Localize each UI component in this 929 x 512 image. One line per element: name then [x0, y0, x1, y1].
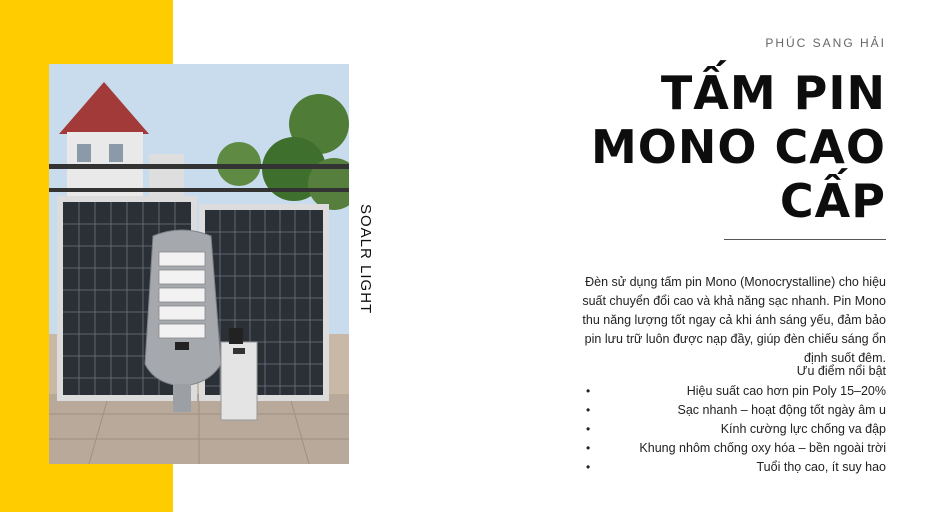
title-line-1: TẤM PIN — [660, 66, 886, 120]
feature-text: Hiệu suất cao hơn pin Poly 15–20% — [686, 384, 886, 398]
feature-text: Khung nhôm chống oxy hóa – bền ngoài trời — [639, 441, 886, 455]
bullet-icon: • — [586, 403, 591, 417]
vertical-caption: SOALR LIGHT — [357, 204, 374, 315]
features-list — [586, 382, 886, 477]
features-heading: Ưu điểm nổi bật — [796, 364, 886, 378]
list-item — [586, 382, 886, 401]
bullet-icon: • — [586, 422, 591, 436]
bullet-icon: • — [586, 460, 591, 474]
list-item — [586, 420, 886, 439]
title-line-3: CẤP — [779, 174, 886, 228]
list-item — [586, 439, 886, 458]
bullet-icon: • — [586, 441, 591, 455]
feature-text: Kính cường lực chống va đập — [720, 422, 886, 436]
brand-name: PHÚC SANG HẢI — [765, 36, 886, 50]
title-divider — [724, 239, 886, 240]
feature-text: Tuổi thọ cao, ít suy hao — [756, 460, 886, 474]
list-item — [586, 401, 886, 420]
feature-text: Sạc nhanh – hoạt động tốt ngày âm u — [677, 403, 886, 417]
list-item — [586, 458, 886, 477]
page-title — [526, 66, 886, 228]
product-photo — [49, 64, 349, 464]
bullet-icon: • — [586, 384, 591, 398]
title-line-2: MONO CAO — [591, 120, 886, 174]
product-description: Đèn sử dụng tấm pin Mono (Monocrystalline) cho hiệu suất chuyển đổi cao và khả năng sạc nhanh. Pin Mono thu năng lượng tốt ngay cả khi ánh sáng yếu, đảm bảo pin lưu trữ luôn được nạp đầy, giúp đèn chiếu sáng ổn định suốt đêm. — [582, 275, 886, 365]
